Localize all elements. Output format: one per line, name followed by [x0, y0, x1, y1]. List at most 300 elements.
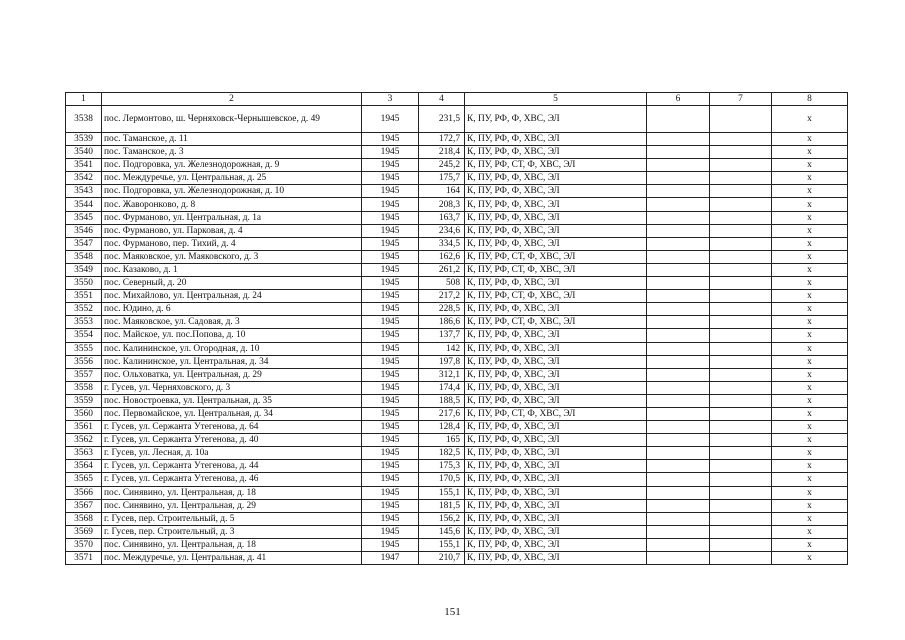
- row-number-cell: 3570: [66, 538, 102, 551]
- row-number-cell: 3542: [66, 172, 102, 185]
- utilities-cell: К, ПУ, РФ, Ф, ХВС, ЭЛ: [465, 381, 647, 394]
- column-6-cell: [647, 316, 710, 329]
- utilities-cell: К, ПУ, РФ, СТ, Ф, ХВС, ЭЛ: [465, 263, 647, 276]
- utilities-cell: К, ПУ, РФ, СТ, Ф, ХВС, ЭЛ: [465, 159, 647, 172]
- table-row: [66, 447, 848, 460]
- mark-cell: x: [772, 250, 848, 263]
- column-6-cell: [647, 146, 710, 159]
- year-cell: 1945: [362, 159, 419, 172]
- year-cell: 1945: [362, 368, 419, 381]
- area-cell: 197,8: [419, 355, 465, 368]
- area-cell: 228,5: [419, 303, 465, 316]
- mark-cell: x: [772, 224, 848, 237]
- mark-cell: x: [772, 538, 848, 551]
- row-number-cell: 3553: [66, 316, 102, 329]
- column-7-cell: [710, 447, 772, 460]
- column-7-cell: [710, 198, 772, 211]
- column-6-cell: [647, 263, 710, 276]
- utilities-cell: К, ПУ, РФ, Ф, ХВС, ЭЛ: [465, 434, 647, 447]
- utilities-cell: К, ПУ, РФ, Ф, ХВС, ЭЛ: [465, 421, 647, 434]
- year-cell: 1945: [362, 394, 419, 407]
- column-6-cell: [647, 211, 710, 224]
- row-number-cell: 3545: [66, 211, 102, 224]
- row-number-cell: 3538: [66, 106, 102, 133]
- year-cell: 1945: [362, 211, 419, 224]
- address-cell: пос. Юдино, д. 6: [102, 303, 362, 316]
- address-cell: пос. Фурманово, пер. Тихий, д. 4: [102, 237, 362, 250]
- column-6-cell: [647, 290, 710, 303]
- column-7-cell: [710, 316, 772, 329]
- housing-table: [65, 92, 848, 565]
- area-cell: 155,1: [419, 538, 465, 551]
- mark-cell: x: [772, 447, 848, 460]
- utilities-cell: К, ПУ, РФ, Ф, ХВС, ЭЛ: [465, 342, 647, 355]
- row-number-cell: 3559: [66, 394, 102, 407]
- column-7-cell: [710, 342, 772, 355]
- column-7-cell: [710, 460, 772, 473]
- year-cell: 1945: [362, 342, 419, 355]
- utilities-cell: К, ПУ, РФ, Ф, ХВС, ЭЛ: [465, 185, 647, 198]
- column-7-cell: [710, 133, 772, 146]
- address-cell: пос. Северный, д. 20: [102, 277, 362, 290]
- table-row: [66, 486, 848, 499]
- table-row: [66, 133, 848, 146]
- column-6-cell: [647, 303, 710, 316]
- column-7-cell: [710, 538, 772, 551]
- year-cell: 1947: [362, 552, 419, 565]
- table-row: [66, 316, 848, 329]
- address-cell: г. Гусев, ул. Лесная, д. 10а: [102, 447, 362, 460]
- mark-cell: x: [772, 185, 848, 198]
- table-row: [66, 355, 848, 368]
- column-7-cell: [710, 421, 772, 434]
- column-6-cell: [647, 552, 710, 565]
- table-row: [66, 538, 848, 551]
- row-number-cell: 3547: [66, 237, 102, 250]
- column-6-cell: [647, 133, 710, 146]
- area-cell: 217,2: [419, 290, 465, 303]
- address-cell: г. Гусев, ул. Черняховского, д. 3: [102, 381, 362, 394]
- utilities-cell: К, ПУ, РФ, Ф, ХВС, ЭЛ: [465, 499, 647, 512]
- year-cell: 1945: [362, 460, 419, 473]
- column-6-cell: [647, 198, 710, 211]
- mark-cell: x: [772, 211, 848, 224]
- address-cell: г. Гусев, пер. Строительный, д. 5: [102, 512, 362, 525]
- mark-cell: x: [772, 329, 848, 342]
- mark-cell: x: [772, 499, 848, 512]
- area-cell: 156,2: [419, 512, 465, 525]
- column-7-cell: [710, 407, 772, 420]
- table-header-row: [66, 93, 848, 106]
- column-7-cell: [710, 355, 772, 368]
- table-row: [66, 263, 848, 276]
- row-number-cell: 3554: [66, 329, 102, 342]
- address-cell: пос. Междуречье, ул. Центральная, д. 25: [102, 172, 362, 185]
- utilities-cell: К, ПУ, РФ, СТ, Ф, ХВС, ЭЛ: [465, 290, 647, 303]
- column-6-cell: [647, 277, 710, 290]
- mark-cell: x: [772, 434, 848, 447]
- column-7-cell: [710, 146, 772, 159]
- table-row: [66, 499, 848, 512]
- area-cell: 312,1: [419, 368, 465, 381]
- column-6-cell: [647, 434, 710, 447]
- address-cell: пос. Первомайское, ул. Центральная, д. 34: [102, 407, 362, 420]
- utilities-cell: К, ПУ, РФ, Ф, ХВС, ЭЛ: [465, 237, 647, 250]
- row-number-cell: 3563: [66, 447, 102, 460]
- column-6-cell: [647, 499, 710, 512]
- address-cell: пос. Синявино, ул. Центральная, д. 29: [102, 499, 362, 512]
- column-7-cell: [710, 237, 772, 250]
- row-number-cell: 3571: [66, 552, 102, 565]
- address-cell: пос. Лермонтово, ш. Черняховск-Чернышевское, д. 49: [102, 106, 362, 133]
- address-cell: пос. Маяковское, ул. Маяковского, д. 3: [102, 250, 362, 263]
- address-cell: г. Гусев, пер. Строительный, д. 3: [102, 525, 362, 538]
- utilities-cell: К, ПУ, РФ, Ф, ХВС, ЭЛ: [465, 525, 647, 538]
- column-7-cell: [710, 434, 772, 447]
- row-number-cell: 3555: [66, 342, 102, 355]
- mark-cell: x: [772, 303, 848, 316]
- address-cell: пос. Таманское, д. 3: [102, 146, 362, 159]
- area-cell: 245,2: [419, 159, 465, 172]
- column-6-cell: [647, 407, 710, 420]
- area-cell: 165: [419, 434, 465, 447]
- year-cell: 1945: [362, 185, 419, 198]
- year-cell: 1945: [362, 250, 419, 263]
- area-cell: 508: [419, 277, 465, 290]
- year-cell: 1945: [362, 329, 419, 342]
- row-number-cell: 3560: [66, 407, 102, 420]
- year-cell: 1945: [362, 447, 419, 460]
- row-number-cell: 3546: [66, 224, 102, 237]
- address-cell: пос. Синявино, ул. Центральная, д. 18: [102, 538, 362, 551]
- address-cell: пос. Калининское, ул. Центральная, д. 34: [102, 355, 362, 368]
- area-cell: 163,7: [419, 211, 465, 224]
- column-header: 2: [102, 93, 362, 106]
- column-6-cell: [647, 185, 710, 198]
- column-7-cell: [710, 185, 772, 198]
- address-cell: г. Гусев, ул. Сержанта Утегенова, д. 46: [102, 473, 362, 486]
- row-number-cell: 3540: [66, 146, 102, 159]
- utilities-cell: К, ПУ, РФ, Ф, ХВС, ЭЛ: [465, 473, 647, 486]
- area-cell: 261,2: [419, 263, 465, 276]
- column-6-cell: [647, 172, 710, 185]
- row-number-cell: 3566: [66, 486, 102, 499]
- column-6-cell: [647, 394, 710, 407]
- mark-cell: x: [772, 316, 848, 329]
- area-cell: 208,3: [419, 198, 465, 211]
- column-6-cell: [647, 486, 710, 499]
- table-row: [66, 290, 848, 303]
- mark-cell: x: [772, 133, 848, 146]
- row-number-cell: 3551: [66, 290, 102, 303]
- year-cell: 1945: [362, 407, 419, 420]
- area-cell: 175,3: [419, 460, 465, 473]
- utilities-cell: К, ПУ, РФ, Ф, ХВС, ЭЛ: [465, 394, 647, 407]
- column-6-cell: [647, 460, 710, 473]
- row-number-cell: 3567: [66, 499, 102, 512]
- table-row: [66, 329, 848, 342]
- year-cell: 1945: [362, 512, 419, 525]
- area-cell: 164: [419, 185, 465, 198]
- address-cell: пос. Синявино, ул. Центральная, д. 18: [102, 486, 362, 499]
- mark-cell: x: [772, 407, 848, 420]
- column-7-cell: [710, 303, 772, 316]
- area-cell: 172,7: [419, 133, 465, 146]
- year-cell: 1945: [362, 525, 419, 538]
- table-body: [66, 106, 848, 565]
- table-row: [66, 394, 848, 407]
- year-cell: 1945: [362, 133, 419, 146]
- column-6-cell: [647, 159, 710, 172]
- table-row: [66, 368, 848, 381]
- area-cell: 142: [419, 342, 465, 355]
- column-7-cell: [710, 290, 772, 303]
- column-7-cell: [710, 473, 772, 486]
- column-7-cell: [710, 250, 772, 263]
- row-number-cell: 3539: [66, 133, 102, 146]
- address-cell: г. Гусев, ул. Сержанта Утегенова, д. 40: [102, 434, 362, 447]
- year-cell: 1945: [362, 290, 419, 303]
- year-cell: 1945: [362, 316, 419, 329]
- year-cell: 1945: [362, 434, 419, 447]
- table-row: [66, 434, 848, 447]
- year-cell: 1945: [362, 224, 419, 237]
- column-7-cell: [710, 224, 772, 237]
- address-cell: пос. Майское, ул. пос.Попова, д. 10: [102, 329, 362, 342]
- utilities-cell: К, ПУ, РФ, Ф, ХВС, ЭЛ: [465, 133, 647, 146]
- address-cell: пос. Междуречье, ул. Центральная, д. 41: [102, 552, 362, 565]
- column-6-cell: [647, 538, 710, 551]
- column-7-cell: [710, 329, 772, 342]
- year-cell: 1945: [362, 172, 419, 185]
- column-6-cell: [647, 329, 710, 342]
- column-7-cell: [710, 159, 772, 172]
- address-cell: пос. Калининское, ул. Огородная, д. 10: [102, 342, 362, 355]
- utilities-cell: К, ПУ, РФ, Ф, ХВС, ЭЛ: [465, 368, 647, 381]
- column-header: 1: [66, 93, 102, 106]
- column-7-cell: [710, 277, 772, 290]
- year-cell: 1945: [362, 146, 419, 159]
- column-6-cell: [647, 447, 710, 460]
- address-cell: пос. Фурманово, ул. Парковая, д. 4: [102, 224, 362, 237]
- utilities-cell: К, ПУ, РФ, Ф, ХВС, ЭЛ: [465, 538, 647, 551]
- mark-cell: x: [772, 460, 848, 473]
- year-cell: 1945: [362, 473, 419, 486]
- row-number-cell: 3569: [66, 525, 102, 538]
- column-7-cell: [710, 106, 772, 133]
- utilities-cell: К, ПУ, РФ, Ф, ХВС, ЭЛ: [465, 211, 647, 224]
- table-row: [66, 421, 848, 434]
- column-6-cell: [647, 106, 710, 133]
- table-row: [66, 198, 848, 211]
- table-row: [66, 211, 848, 224]
- document-sheet: [65, 92, 847, 565]
- utilities-cell: К, ПУ, РФ, СТ, Ф, ХВС, ЭЛ: [465, 250, 647, 263]
- mark-cell: x: [772, 355, 848, 368]
- address-cell: г. Гусев, ул. Сержанта Утегенова, д. 64: [102, 421, 362, 434]
- column-7-cell: [710, 525, 772, 538]
- row-number-cell: 3552: [66, 303, 102, 316]
- address-cell: пос. Новостроевка, ул. Центральная, д. 35: [102, 394, 362, 407]
- utilities-cell: К, ПУ, РФ, Ф, ХВС, ЭЛ: [465, 198, 647, 211]
- area-cell: 217,6: [419, 407, 465, 420]
- area-cell: 155,1: [419, 486, 465, 499]
- table-row: [66, 172, 848, 185]
- column-6-cell: [647, 473, 710, 486]
- column-6-cell: [647, 342, 710, 355]
- table-row: [66, 381, 848, 394]
- address-cell: пос. Ольховатка, ул. Центральная, д. 29: [102, 368, 362, 381]
- mark-cell: x: [772, 525, 848, 538]
- address-cell: пос. Таманское, д. 11: [102, 133, 362, 146]
- utilities-cell: К, ПУ, РФ, Ф, ХВС, ЭЛ: [465, 172, 647, 185]
- column-7-cell: [710, 368, 772, 381]
- column-header: 5: [465, 93, 647, 106]
- mark-cell: x: [772, 394, 848, 407]
- column-header: 6: [647, 93, 710, 106]
- area-cell: 137,7: [419, 329, 465, 342]
- table-row: [66, 460, 848, 473]
- utilities-cell: К, ПУ, РФ, Ф, ХВС, ЭЛ: [465, 460, 647, 473]
- column-6-cell: [647, 368, 710, 381]
- table-row: [66, 512, 848, 525]
- column-7-cell: [710, 172, 772, 185]
- table-row: [66, 473, 848, 486]
- table-row: [66, 250, 848, 263]
- table-row: [66, 237, 848, 250]
- year-cell: 1945: [362, 277, 419, 290]
- area-cell: 234,6: [419, 224, 465, 237]
- column-header: 3: [362, 93, 419, 106]
- utilities-cell: К, ПУ, РФ, Ф, ХВС, ЭЛ: [465, 512, 647, 525]
- utilities-cell: К, ПУ, РФ, Ф, ХВС, ЭЛ: [465, 355, 647, 368]
- utilities-cell: К, ПУ, РФ, Ф, ХВС, ЭЛ: [465, 146, 647, 159]
- column-6-cell: [647, 355, 710, 368]
- mark-cell: x: [772, 263, 848, 276]
- row-number-cell: 3561: [66, 421, 102, 434]
- year-cell: 1945: [362, 381, 419, 394]
- table-row: [66, 106, 848, 133]
- table-row: [66, 303, 848, 316]
- address-cell: пос. Жаворонково, д. 8: [102, 198, 362, 211]
- utilities-cell: К, ПУ, РФ, СТ, Ф, ХВС, ЭЛ: [465, 407, 647, 420]
- table-row: [66, 224, 848, 237]
- utilities-cell: К, ПУ, РФ, Ф, ХВС, ЭЛ: [465, 329, 647, 342]
- area-cell: 128,4: [419, 421, 465, 434]
- column-6-cell: [647, 512, 710, 525]
- mark-cell: x: [772, 486, 848, 499]
- table-row: [66, 342, 848, 355]
- area-cell: 231,5: [419, 106, 465, 133]
- area-cell: 175,7: [419, 172, 465, 185]
- column-7-cell: [710, 263, 772, 276]
- address-cell: пос. Подгоровка, ул. Железнодорожная, д. 9: [102, 159, 362, 172]
- address-cell: г. Гусев, ул. Сержанта Утегенова, д. 44: [102, 460, 362, 473]
- table-row: [66, 525, 848, 538]
- area-cell: 162,6: [419, 250, 465, 263]
- row-number-cell: 3541: [66, 159, 102, 172]
- mark-cell: x: [772, 146, 848, 159]
- column-7-cell: [710, 512, 772, 525]
- area-cell: 218,4: [419, 146, 465, 159]
- table-row: [66, 552, 848, 565]
- table-row: [66, 185, 848, 198]
- year-cell: 1945: [362, 355, 419, 368]
- utilities-cell: К, ПУ, РФ, Ф, ХВС, ЭЛ: [465, 224, 647, 237]
- column-6-cell: [647, 381, 710, 394]
- mark-cell: x: [772, 106, 848, 133]
- area-cell: 145,6: [419, 525, 465, 538]
- table-row: [66, 159, 848, 172]
- address-cell: пос. Казаково, д. 1: [102, 263, 362, 276]
- column-header: 8: [772, 93, 848, 106]
- row-number-cell: 3543: [66, 185, 102, 198]
- row-number-cell: 3562: [66, 434, 102, 447]
- row-number-cell: 3557: [66, 368, 102, 381]
- area-cell: 181,5: [419, 499, 465, 512]
- mark-cell: x: [772, 368, 848, 381]
- utilities-cell: К, ПУ, РФ, Ф, ХВС, ЭЛ: [465, 486, 647, 499]
- mark-cell: x: [772, 473, 848, 486]
- column-7-cell: [710, 381, 772, 394]
- column-7-cell: [710, 211, 772, 224]
- column-6-cell: [647, 250, 710, 263]
- address-cell: пос. Михайлово, ул. Центральная, д. 24: [102, 290, 362, 303]
- mark-cell: x: [772, 159, 848, 172]
- address-cell: пос. Фурманово, ул. Центральная, д. 1а: [102, 211, 362, 224]
- area-cell: 188,5: [419, 394, 465, 407]
- column-6-cell: [647, 237, 710, 250]
- row-number-cell: 3550: [66, 277, 102, 290]
- row-number-cell: 3548: [66, 250, 102, 263]
- mark-cell: x: [772, 172, 848, 185]
- mark-cell: x: [772, 237, 848, 250]
- mark-cell: x: [772, 277, 848, 290]
- utilities-cell: К, ПУ, РФ, Ф, ХВС, ЭЛ: [465, 447, 647, 460]
- utilities-cell: К, ПУ, РФ, Ф, ХВС, ЭЛ: [465, 303, 647, 316]
- year-cell: 1945: [362, 499, 419, 512]
- column-6-cell: [647, 525, 710, 538]
- area-cell: 210,7: [419, 552, 465, 565]
- area-cell: 174,4: [419, 381, 465, 394]
- row-number-cell: 3549: [66, 263, 102, 276]
- area-cell: 186,6: [419, 316, 465, 329]
- utilities-cell: К, ПУ, РФ, Ф, ХВС, ЭЛ: [465, 106, 647, 133]
- utilities-cell: К, ПУ, РФ, СТ, Ф, ХВС, ЭЛ: [465, 316, 647, 329]
- mark-cell: x: [772, 290, 848, 303]
- column-7-cell: [710, 394, 772, 407]
- year-cell: 1945: [362, 263, 419, 276]
- column-7-cell: [710, 486, 772, 499]
- mark-cell: x: [772, 198, 848, 211]
- row-number-cell: 3544: [66, 198, 102, 211]
- year-cell: 1945: [362, 538, 419, 551]
- row-number-cell: 3568: [66, 512, 102, 525]
- row-number-cell: 3556: [66, 355, 102, 368]
- table-row: [66, 277, 848, 290]
- row-number-cell: 3558: [66, 381, 102, 394]
- address-cell: пос. Маяковское, ул. Садовая, д. 3: [102, 316, 362, 329]
- column-header: 7: [710, 93, 772, 106]
- row-number-cell: 3565: [66, 473, 102, 486]
- mark-cell: x: [772, 421, 848, 434]
- address-cell: пос. Подгоровка, ул. Железнодорожная, д. 10: [102, 185, 362, 198]
- area-cell: 182,5: [419, 447, 465, 460]
- page-number: 151: [444, 606, 461, 618]
- table-row: [66, 407, 848, 420]
- year-cell: 1945: [362, 486, 419, 499]
- column-6-cell: [647, 421, 710, 434]
